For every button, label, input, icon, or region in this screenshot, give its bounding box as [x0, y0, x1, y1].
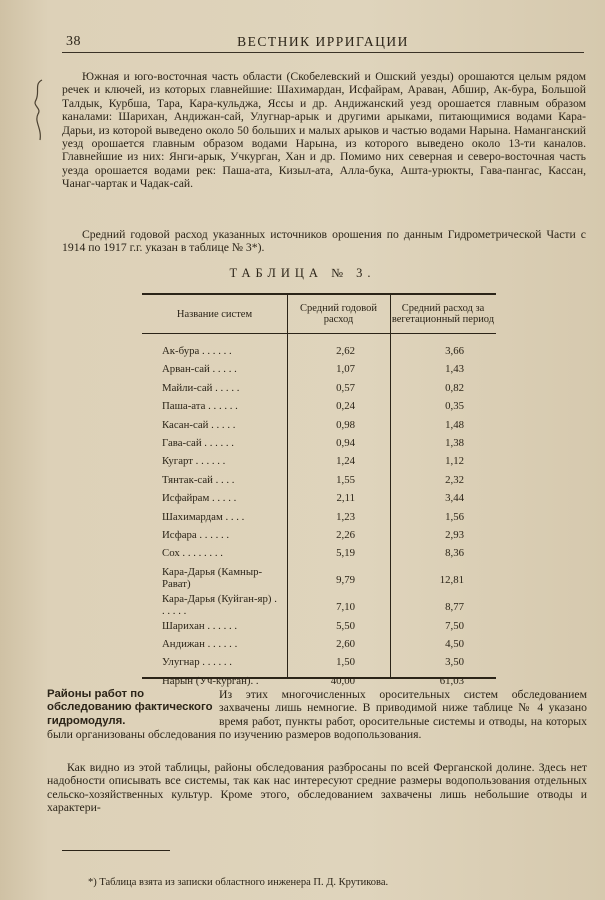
table-cell-vegetation: 3,44 [445, 492, 464, 505]
table-cell-annual: 0,94 [336, 436, 355, 449]
side-heading: Районы работ по обследованию фактического гидромодуля. [47, 688, 213, 727]
table-row [142, 529, 496, 547]
table-title: ТАБЛИЦА № 3. [229, 266, 376, 280]
table-header-vegetation-discharge: Средний расход за вегетационный период [391, 303, 495, 325]
table-cell-annual: 2,62 [336, 345, 355, 357]
table-row [142, 419, 496, 437]
table-cell-vegetation: 7,50 [445, 619, 464, 632]
paragraph-average-discharge: Средний годовой расход указанных источников орошения по данным Гидрометрической Части с 1914 по 1917 г.г. указан в таблице № 3*). [62, 228, 586, 255]
table-cell-system-name: Улугнар . . . . . . [162, 656, 233, 669]
table-cell-annual: 2,60 [336, 638, 355, 651]
table-row [142, 492, 496, 510]
table-cell-system-name: Кугарт . . . . . . [162, 455, 226, 468]
table-cell-system-name: Сох . . . . . . . . [162, 547, 223, 560]
table-row [142, 593, 496, 620]
table-cell-system-name: Кара-Дарья (Камныр-Рават) [162, 565, 263, 590]
table-cell-vegetation: 3,50 [445, 656, 464, 669]
table-cell-annual: 2,11 [336, 492, 355, 505]
table-cell-vegetation: 2,32 [445, 473, 464, 486]
table-cell-annual: 1,24 [336, 455, 355, 468]
table-cell-vegetation: 1,56 [445, 510, 464, 523]
table-cell-vegetation: 0,35 [445, 400, 464, 413]
table-cell-annual: 40,00 [330, 674, 355, 687]
table-cell-vegetation: 8,77 [445, 600, 464, 613]
table-cell-vegetation: 1,38 [445, 436, 464, 449]
paragraph-fergana-valley: Как видно из этой таблицы, районы обследования разбросаны по всей Ферганской долине. Здесь нет надобности описывать все системы, так как нас интересуют средние размеры водопользования отдельных сельско-хозяйственных культур. Кроме этого, обследованием захвачены лишь небольшие отводы и характери- [47, 761, 587, 815]
table-row [142, 566, 496, 593]
table-cell-system-name: Кара-Дарья (Куйган-яр) . . . . . . [162, 592, 277, 617]
table-cell-system-name: Паша-ата . . . . . . [162, 400, 238, 413]
table-cell-vegetation: 2,93 [445, 528, 464, 541]
table-header-system-name: Название систем [176, 308, 253, 320]
table-cell-system-name: Исфайрам . . . . . [162, 492, 237, 505]
table-cell-annual: 0,98 [336, 418, 355, 431]
table-cell-annual: 1,07 [336, 363, 355, 376]
journal-title: ВЕСТНИК ИРРИГАЦИИ [237, 34, 409, 49]
table-cell-vegetation: 4,50 [445, 638, 464, 651]
table-cell-system-name: Шарихан . . . . . . [162, 619, 238, 632]
paragraph-survey-areas [47, 688, 587, 742]
footnote: *) Таблица взята из записки областного инженера П. Д. Крутикова. [88, 877, 389, 888]
table-cell-annual: 0,24 [336, 400, 355, 413]
table-row [142, 474, 496, 492]
table-cell-vegetation: 0,82 [445, 381, 464, 394]
footnote-rule [62, 850, 170, 851]
table-header-rule [142, 333, 496, 334]
page-header [62, 34, 584, 53]
table-cell-vegetation: 1,12 [445, 455, 464, 468]
table-header-annual-discharge: Средний годовой расход [300, 303, 377, 325]
table-row [142, 638, 496, 656]
table-row [142, 547, 496, 565]
table-cell-vegetation: 61,03 [439, 674, 464, 687]
table-cell-system-name: Гава-сай . . . . . . [162, 436, 234, 449]
table-row [142, 656, 496, 674]
table-cell-annual: 2,26 [336, 528, 355, 541]
table-body [142, 345, 496, 693]
table-cell-system-name: Касан-сай . . . . . [162, 418, 236, 431]
table-cell-annual: 1,23 [336, 510, 355, 523]
table-row [142, 620, 496, 638]
table-cell-vegetation: 1,48 [445, 418, 464, 431]
table-cell-system-name: Ак-бура . . . . . . [162, 345, 232, 357]
table-row [142, 345, 496, 363]
table-row [142, 511, 496, 529]
table-cell-system-name: Исфара . . . . . . [162, 528, 230, 541]
table-row [142, 437, 496, 455]
table-cell-vegetation: 1,43 [445, 363, 464, 376]
table-cell-system-name: Андижан . . . . . . [162, 638, 238, 651]
table-cell-annual: 1,55 [336, 473, 355, 486]
table-row [142, 400, 496, 418]
table-cell-annual: 5,50 [336, 619, 355, 632]
paragraph-irrigation-sources: Южная и юго-восточная часть области (Скобелевский и Ошский уезды) орошаются целым рядом речек и ключей, из которых главнейшие: Шахимардан, Исфайрам, Араван, Абшир, Ак-бура, Большой Талдык, Курбша, Тара, Кара-кульджа, Яссы и др. Андижанский уезд орошается главным образом каналами: Шарихан, Андижан-сай, Улугнар-арык и другими арыками, питающимися водами Кара-Дарьи, из которой выведено около 50 больших и малых арыков и частью водами Нарына. Наманганский уезд орошается главным образом водами Нарына, из которого выведено около 13-ти каналов. Главнейшие из них: Янги-арык, Учкурган, Хан и др. Помимо них северная и северо-восточная часть уезда орошается водами рек: Паша-ата, Кизыл-ата, Алла-бука, Ашта-урюкты, Гава-пангас, Кассан, Чанаг-чартак и Чадак-сай. [62, 70, 586, 191]
table-row [142, 363, 496, 381]
table-cell-system-name: Майли-сай . . . . . [162, 381, 240, 394]
table-cell-vegetation: 12,81 [439, 573, 464, 586]
table-cell-annual: 9,79 [336, 573, 355, 586]
table-cell-annual: 5,19 [336, 547, 355, 560]
table-cell-system-name: Арван-сай . . . . . [162, 363, 237, 376]
table-cell-system-name: Тянтак-сай . . . . [162, 473, 235, 486]
table-row [142, 455, 496, 473]
pencil-bracket-mark [30, 78, 46, 142]
table-cell-vegetation: 8,36 [445, 547, 464, 560]
table-cell-annual: 7,10 [336, 600, 355, 613]
table-cell-system-name: Нарын (Уч-курган). . [162, 674, 259, 687]
discharge-table [142, 293, 496, 687]
table-cell-vegetation: 3,66 [445, 345, 464, 357]
table-cell-annual: 0,57 [336, 381, 355, 394]
paragraph-survey-areas-text: Из этих многочисленных оросительных систем обследованием захвачены лишь немногие. В приводимой ниже таблице № 4 указано время работ, пункты работ, оросительные системы и отводы, на которых были организованы обследования по изучению размеров водопользования. [47, 688, 587, 742]
table-cell-system-name: Шахимардам . . . . [162, 510, 245, 523]
table-row [142, 382, 496, 400]
table-cell-annual: 1,50 [336, 656, 355, 669]
page-number: 38 [66, 34, 81, 49]
